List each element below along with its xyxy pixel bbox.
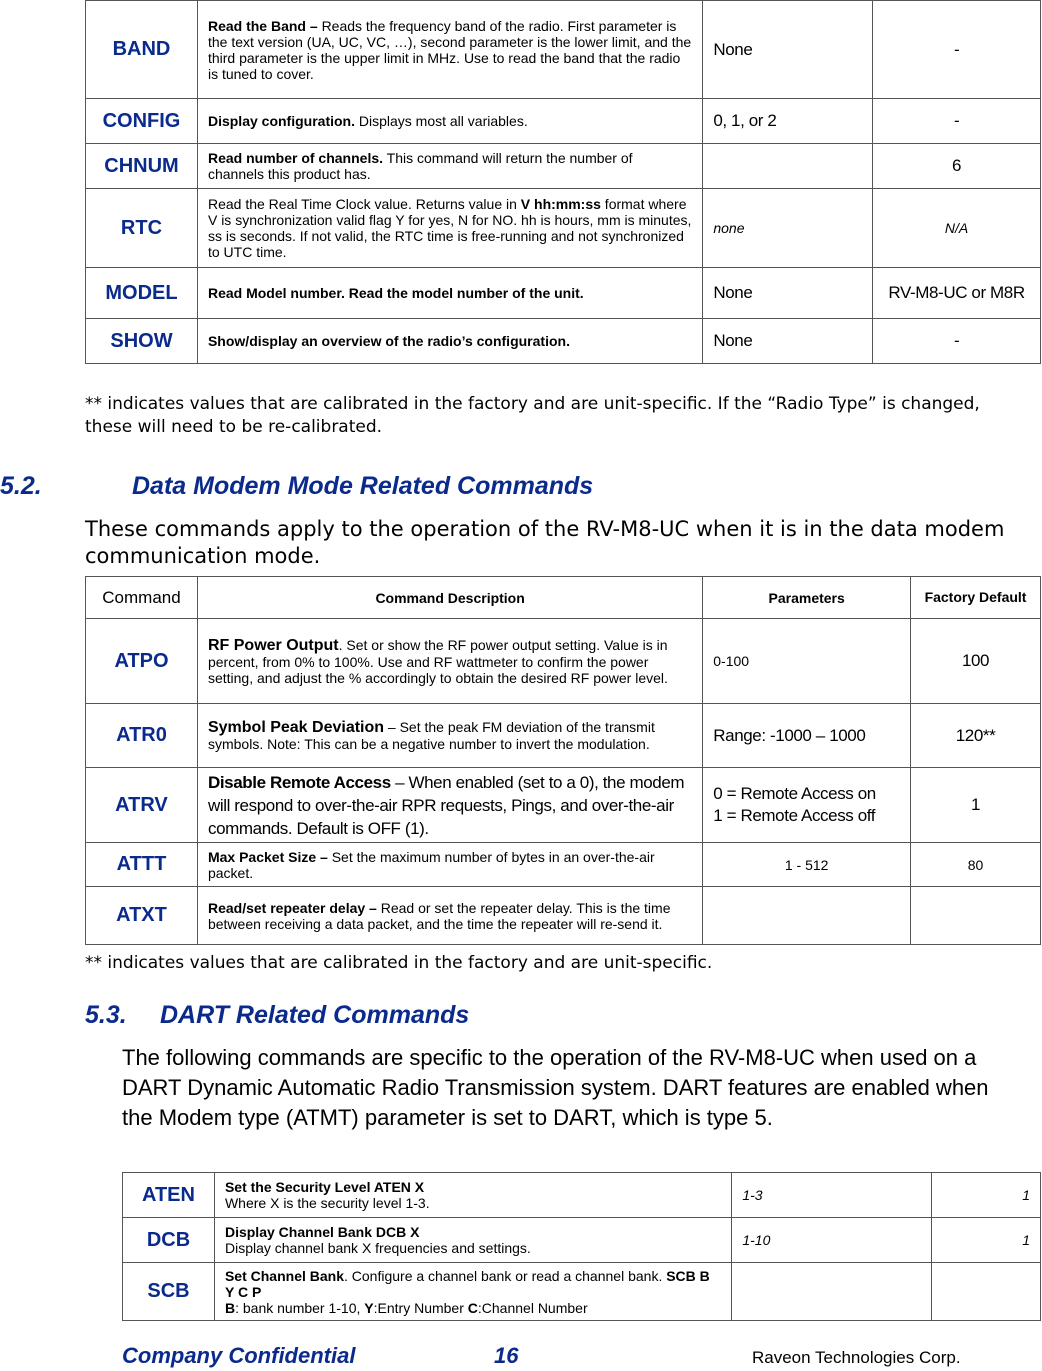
description-cell [214,1263,731,1321]
parameter-line-2: 1 = Remote Access off [713,806,876,825]
table-row [123,1263,1041,1321]
command-cell: ATTT [86,843,198,887]
description-cell [197,704,702,768]
parameter-cell: 1-10 [732,1218,932,1263]
param-b: B [224,1299,236,1316]
table-row [86,319,1041,364]
section-number-5-2: 5.2. [0,472,42,500]
parameter-cell [732,1263,932,1321]
footer-confidential: Company Confidential [122,1343,356,1368]
calibration-note-2: ** indicates values that are calibrated in the factory and are unit-specific. [85,953,713,973]
command-cell: ATRV [86,768,198,843]
description-bold: Max Packet Size – [207,848,332,865]
default-cell: 1 [932,1218,1041,1263]
description-text: . Set or show the RF power output setting. Value is in percent, from 0% to 100%. Use and RF wattmeter to confirm the power setting, and adjust the % accordingly to obtain the desired RF power level. [207,636,668,686]
description-text: Displays most all variables. [354,113,528,129]
description-text: . Configure a channel bank or read a channel bank. [344,1267,667,1284]
description-text: format where V is synchronization valid flag Y for yes, N for NO. hh is hours, mm is minutes, ss is seconds. If not valid, the RTC time is free-running and not synchronized to UTC time. [207,196,692,260]
table-header-row [86,577,1041,619]
table-row [86,99,1041,144]
command-cell: CONFIG [86,99,198,144]
table-row [86,768,1041,843]
command-cell: SHOW [86,319,198,364]
param-y: Y [364,1299,374,1316]
parameter-cell [703,768,911,843]
section-title-5-3: DART Related Commands [160,1001,470,1029]
description-bold: Disable Remote Access [207,772,391,792]
description-text: Set the maximum number of bytes in an over-the-air packet. [207,848,655,881]
description-text: – Set the peak FM deviation of the transmit symbols. Note: This can be a negative number to invert the modulation. [207,719,655,752]
description-bold: Set Channel Bank [224,1267,344,1284]
parameter-cell [703,887,911,945]
command-cell: MODEL [86,268,198,319]
parameter-cell: 0, 1, or 2 [703,99,873,144]
description-text: Reads the frequency band of the radio. First parameter is the text version (UA, UC, VC, …), second parameter is the lower limit, and the third parameter is the upper limit in MHz. Use to read the band that the radio is tuned to cover. [207,17,692,82]
default-cell: 120** [911,704,1041,768]
param-c-text: :Channel Number [477,1299,588,1316]
parameter-cell: 1 - 512 [703,843,911,887]
description-cell [197,144,702,189]
table-row [86,887,1041,945]
default-cell: 1 [911,768,1041,843]
description-line-2: Display channel bank X frequencies and settings. [224,1240,531,1256]
description-cell [197,619,702,704]
param-b-text: : bank number 1-10, [235,1299,365,1316]
description-text: Read or set the repeater delay. This is the time between receiving a data packet, and the time the repeater will re-send it. [207,899,671,932]
section-title-5-2: Data Modem Mode Related Commands [132,472,594,500]
description-bold: Symbol Peak Deviation [207,719,385,736]
default-cell: 80 [911,843,1041,887]
description-text: – When enabled (set to a 0), the modem will respond to over-the-air RPR requests, Pings, and over-the-air commands. Default is OFF (1). [207,772,685,838]
default-cell [911,887,1041,945]
section-number-5-3: 5.3. [85,1001,127,1029]
description-cell [197,189,702,268]
default-cell: - [873,1,1041,99]
table-row [86,268,1041,319]
description-line-2: Where X is the security level 1-3. [224,1195,430,1211]
description-cell [197,887,702,945]
default-cell: 6 [873,144,1041,189]
footer-company: Raveon Technologies Corp. [752,1348,961,1367]
command-cell: SCB [123,1263,215,1321]
table-row [86,843,1041,887]
parameter-cell: Range: -1000 – 1000 [703,704,911,768]
description-cell [214,1218,731,1263]
command-cell: DCB [123,1218,215,1263]
description-cell [197,268,702,319]
parameter-cell: none [703,189,873,268]
table-row [86,189,1041,268]
command-cell: ATEN [123,1173,215,1218]
parameter-cell: 1-3 [732,1173,932,1218]
table-row [86,619,1041,704]
description-bold: Display configuration. [207,113,355,129]
description-line-1: Display Channel Bank DCB X [224,1224,420,1240]
parameter-cell: 0-100 [703,619,911,704]
description-bold: RF Power Output [207,636,339,654]
header-description: Command Description [197,577,702,619]
parameter-cell: None [703,268,873,319]
parameter-line-1: 0 = Remote Access on [713,784,876,803]
table-row [86,1,1041,99]
calibration-note: ** indicates values that are calibrated in the factory and are unit-specific. If the “Radio Type” is changed, these will need to be re-calibrated. [85,394,980,437]
parameter-cell [703,144,873,189]
default-cell: 100 [911,619,1041,704]
description-text: This command will return the number of channels this product has. [207,150,633,182]
table-row [123,1173,1041,1218]
description-bold: V hh:mm:ss [520,196,601,212]
description-cell [197,99,702,144]
description-cell [197,768,702,843]
parameter-cell: None [703,319,873,364]
section-intro-5-3: The following commands are specific to the operation of the RV-M8-UC when used on a DART Dynamic Automatic Radio Transmission system. DART features are enabled when the Modem type (ATMT) parameter is set to DART, which is type 5. [122,1045,989,1130]
table-row [86,144,1041,189]
command-cell: ATPO [86,619,198,704]
description-cell [197,319,702,364]
param-c: C [467,1299,478,1316]
header-factory-default: Factory Default [911,577,1041,619]
description-cell [197,1,702,99]
description-cell [214,1173,731,1218]
command-cell: RTC [86,189,198,268]
table-dart-commands [122,1172,1041,1321]
default-cell: RV-M8-UC or M8R [873,268,1041,319]
command-cell: ATR0 [86,704,198,768]
description-bold: Read/set repeater delay – [207,899,381,916]
table-row [86,704,1041,768]
default-cell: N/A [873,189,1041,268]
table-data-modem-commands [85,576,1041,945]
description-bold: Read number of channels. [207,150,384,166]
description-cell [197,843,702,887]
page-number: 16 [494,1343,519,1368]
description-pre: Read the Real Time Clock value. Returns value in [207,196,521,212]
header-parameters: Parameters [703,577,911,619]
description-bold: Show/display an overview of the radio’s configuration. [207,333,570,349]
default-cell: 1 [932,1173,1041,1218]
description-line-1: Set the Security Level ATEN X [224,1179,425,1195]
command-cell: BAND [86,1,198,99]
description-syntax: SCB B Y C P [224,1267,710,1300]
table-row [123,1218,1041,1263]
command-cell: CHNUM [86,144,198,189]
default-cell [932,1263,1041,1321]
default-cell: - [873,99,1041,144]
default-cell: - [873,319,1041,364]
param-y-text: :Entry Number [373,1299,468,1316]
parameter-cell: None [703,1,873,99]
description-bold: Read Model number. Read the model number of the unit. [207,285,584,301]
header-command: Command [86,577,198,619]
table-commands-general [85,0,1041,364]
command-cell: ATXT [86,887,198,945]
section-intro-5-2: These commands apply to the operation of the RV-M8-UC when it is in the data modem communication mode. [85,517,1005,568]
description-bold: Read the Band – [207,17,322,34]
